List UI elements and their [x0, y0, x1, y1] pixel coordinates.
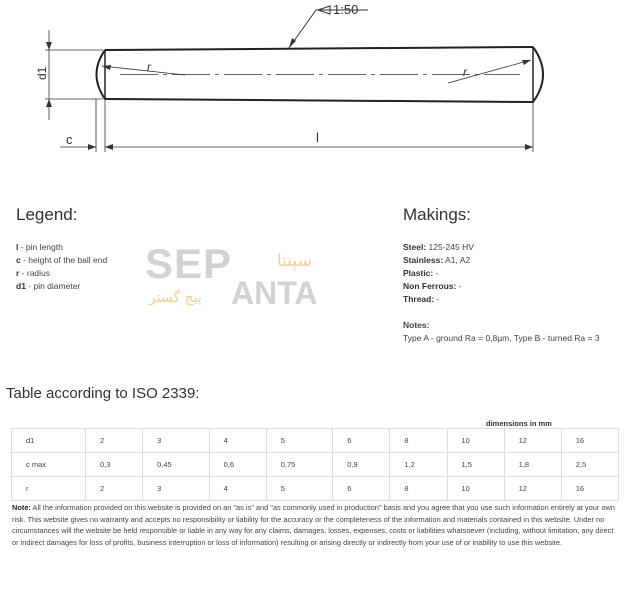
table-cell: 10	[447, 477, 504, 501]
table-cell: 16	[561, 477, 618, 501]
table-cell: 0,75	[266, 453, 333, 477]
table-title: Table according to ISO 2339:	[6, 385, 200, 402]
makings-title: Makings:	[403, 205, 472, 224]
makings-item: Non Ferrous: -	[403, 281, 462, 291]
table-cell: 3	[143, 477, 210, 501]
table-cell: 3	[143, 429, 210, 453]
note-text: All the information provided on this website is provided on an "as is" and "as commonly used in production" basis and you agree that you use such information entirely at your own risk. This website gives no warranty and accepts no responsibility or liability for the accuracy or the completeness of the information and materials contained in this website. Under no circumstances will the website be held responsible or liable in any way for any claims, damages, losses, expenses, costs or liabilities whatsoever (including, without limitation, any direct or indirect damages for loss of profits, business interruption or loss of information) resulting or arising directly or indirectly from your use of or inability to use this website.	[12, 503, 615, 547]
table-cell: 6	[333, 429, 390, 453]
table-cell: 2	[86, 429, 143, 453]
table-row-label: c max	[12, 453, 86, 477]
table-cell: 0,6	[209, 453, 266, 477]
svg-text:SEP: SEP	[145, 240, 233, 287]
table-cell: 1,2	[390, 453, 447, 477]
iso-2339-table	[11, 428, 619, 501]
legend-item: r - radius	[16, 268, 51, 278]
table-cell: 8	[390, 477, 447, 501]
svg-text:سپنتا: سپنتا	[277, 251, 312, 271]
c-dimension-label: c	[66, 132, 73, 147]
legend-item: l - pin length	[16, 242, 63, 252]
d1-dimension	[45, 30, 103, 120]
legend-title: Legend:	[16, 205, 78, 224]
table-cell: 0,45	[143, 453, 210, 477]
table-row-label: r	[12, 477, 86, 501]
disclaimer-note	[12, 502, 620, 548]
makings-notes	[403, 319, 600, 345]
makings-item: Thread: -	[403, 294, 440, 304]
dimensions-unit-label: dimensions in mm	[486, 419, 552, 428]
table-cell: 5	[266, 429, 333, 453]
table-cell: 16	[561, 429, 618, 453]
table-cell: 6	[333, 477, 390, 501]
table-row-c-max	[12, 453, 619, 477]
radius-arrow-left	[102, 66, 185, 75]
l-dimension-label: l	[316, 130, 319, 145]
table-cell: 1,5	[447, 453, 504, 477]
legend-item: c - height of the ball end	[16, 255, 108, 265]
note-label: Note:	[12, 503, 31, 512]
legend-item: d1 - pin diameter	[16, 281, 81, 291]
table-cell: 0,9	[333, 453, 390, 477]
table-cell: 0,3	[86, 453, 143, 477]
makings-item: Plastic: -	[403, 268, 439, 278]
pin-technical-drawing	[0, 0, 631, 180]
table-cell: 5	[266, 477, 333, 501]
table-cell: 8	[390, 429, 447, 453]
notes-text: Type A - ground Ra = 0,8µm, Type B - turned Ra = 3	[403, 333, 600, 343]
table-cell: 1,8	[504, 453, 561, 477]
makings-list	[403, 241, 474, 306]
table-row-label: d1	[12, 429, 86, 453]
table-row-r	[12, 477, 619, 501]
d1-dimension-label: d1	[35, 66, 49, 80]
table-row-d1	[12, 429, 619, 453]
table-cell: 2	[86, 477, 143, 501]
length-dimensions	[60, 99, 533, 152]
table-cell: 4	[209, 429, 266, 453]
legend-list	[16, 241, 107, 293]
table-cell: 12	[504, 429, 561, 453]
svg-text:پیچ گستر: پیچ گستر	[149, 290, 202, 306]
table-cell: 12	[504, 477, 561, 501]
radius-arrow-right	[448, 60, 531, 83]
table-cell: 10	[447, 429, 504, 453]
notes-label: Notes:	[403, 320, 430, 330]
table-cell: 2,5	[561, 453, 618, 477]
makings-item: Stainless: A1, A2	[403, 255, 471, 265]
table-cell: 4	[209, 477, 266, 501]
sepanta-watermark-logo	[145, 240, 345, 310]
radius-label-left: r	[147, 60, 151, 74]
taper-ratio-label: 1:50	[333, 2, 359, 17]
svg-text:ANTA: ANTA	[231, 275, 318, 310]
radius-label-right: r	[463, 65, 467, 79]
makings-item: Steel: 125-245 HV	[403, 242, 474, 252]
